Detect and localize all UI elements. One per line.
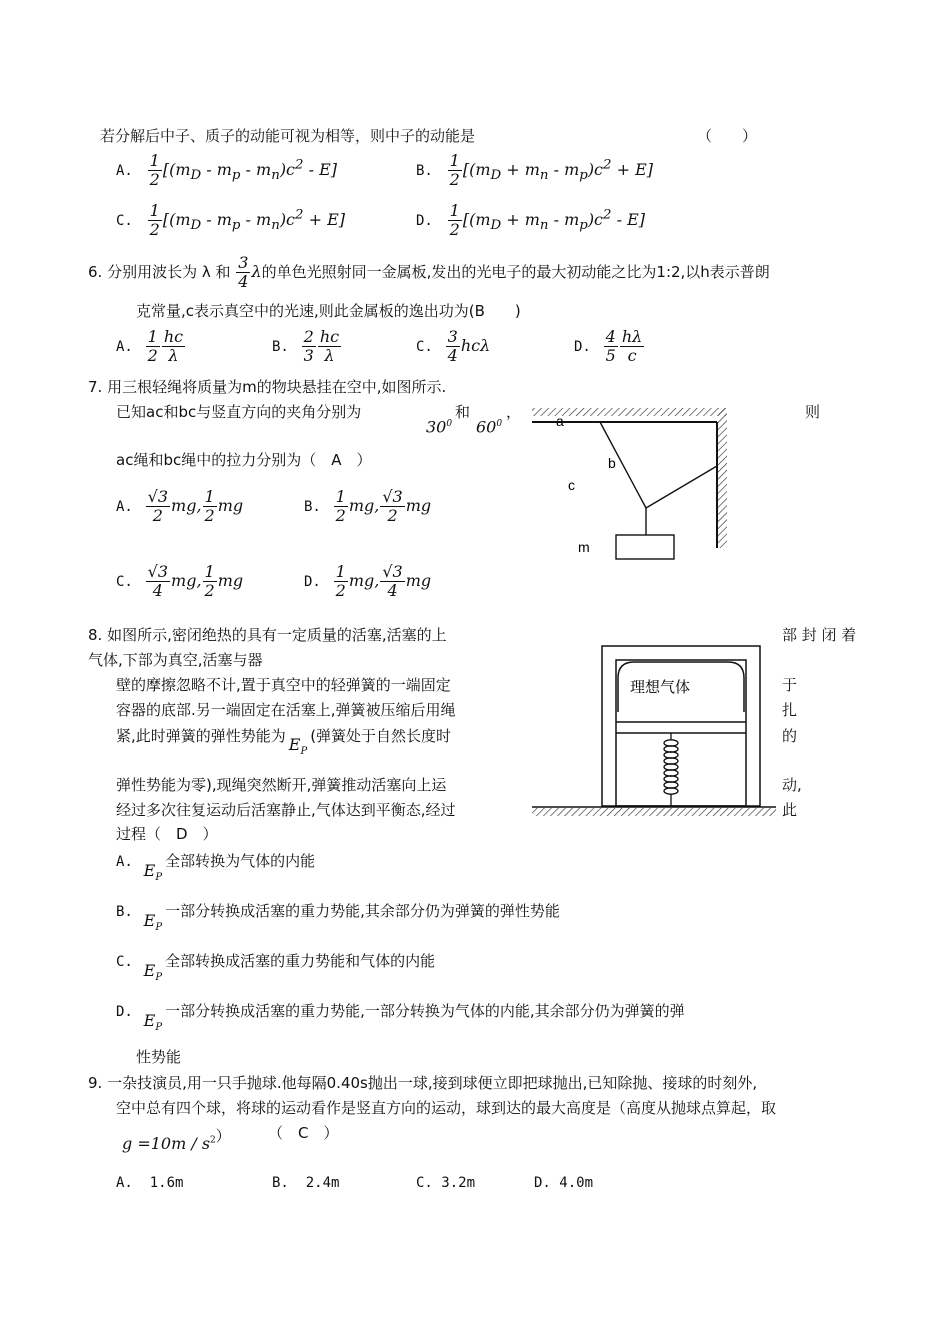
- q8-option-a: A. $E_P$全部转换为气体的内能: [116, 852, 316, 884]
- option-label: C.: [116, 213, 133, 229]
- q8-line3-right: 于: [782, 676, 798, 694]
- ground-hatch: [532, 808, 776, 816]
- q8-line7: 经过多次往复运动后活塞静止,气体达到平衡态,经过: [116, 801, 456, 819]
- q6-option-a: A. $\frac{1}{2}$ $\frac{hc}{\lambda}$: [116, 327, 184, 365]
- q6-option-b: B. $\frac{2}{3}$ $\frac{hc}{\lambda}$: [272, 327, 340, 365]
- q9-option-a: A. 1.6m: [116, 1175, 184, 1191]
- q9-option-d: D. 4.0m: [534, 1175, 594, 1191]
- q8-line5-right: 的: [782, 727, 798, 745]
- option-label: B.: [416, 163, 433, 179]
- rope-ac: [600, 422, 646, 508]
- question-number: 8.: [88, 626, 103, 644]
- q9-line3: $g =10m / s^2$）: [122, 1127, 231, 1154]
- container-outer: [602, 646, 760, 806]
- label-c: c: [568, 477, 575, 493]
- question-number: 7.: [88, 378, 103, 396]
- q7-option-c: C. $\frac{√3}{4}$ mg, $\frac{1}{2}$ mg: [116, 562, 244, 600]
- q7-line2: 已知ac和bc与竖直方向的夹角分别为: [116, 403, 362, 421]
- q7-line1: 7. 用三根轻绳将质量为m的物块悬挂在空中,如图所示.: [88, 378, 447, 396]
- question-number: 6.: [88, 263, 103, 281]
- q5-option-a: A. $\frac{1}{2}$ $[(m_D - m_p - m_n)c^2 - E]$: [116, 151, 337, 189]
- q8-option-c: C. $E_P$全部转换成活塞的重力势能和气体的内能: [116, 952, 436, 984]
- q7-option-a: A. $\frac{√3}{2}$ mg, $\frac{1}{2}$ mg: [116, 487, 244, 525]
- q5-answer-paren: （ ）: [697, 127, 758, 145]
- q9-line1: 9. 一杂技演员,用一只手抛球.他每隔0.40s抛出一球,接到球便立即把球抛出,已知除抛、接球的时刻外,: [88, 1074, 758, 1092]
- q8-line1: 8. 如图所示,密闭绝热的具有一定质量的活塞,活塞的上: [88, 626, 447, 644]
- q7-angle1: $30^0$: [426, 417, 453, 437]
- q7-comma: ，: [506, 403, 522, 421]
- mass-block: [616, 535, 674, 559]
- q7-option-d: D. $\frac{1}{2}$ mg, $\frac{√3}{4}$ mg: [304, 562, 432, 600]
- option-label: A.: [116, 163, 133, 179]
- q9-option-b: B. 2.4m: [272, 1175, 340, 1191]
- q9-option-c: C. 3.2m: [416, 1175, 476, 1191]
- q6-line1: 6. 分别用波长为 λ 和 $\frac{3}{4}$ λ的单色光照射同一金属板,发出的光电子的最大初动能之比为1:2,以h表示普朗: [88, 253, 770, 291]
- q8-line6-right: 动,: [782, 776, 802, 794]
- q5-option-c: C. $\frac{1}{2}$ $[(m_D - m_p - m_n)c^2 + E]$: [116, 201, 345, 239]
- q9-line2: 空中总有四个球，将球的运动看作是竖直方向的运动，球到达的最大高度是（高度从抛球点算起，取: [116, 1099, 777, 1117]
- gas-label: 理想气体: [630, 679, 691, 696]
- q8-line5: 紧,此时弹簧的弹性势能为 $E_P$(弹簧处于自然长度时: [116, 727, 452, 758]
- q5-a-expr: $[(m_D - m_p - m_n)c^2 - E]$: [162, 157, 337, 184]
- q9-answer: （ C ）: [268, 1124, 339, 1142]
- q8-line6: 弹性势能为零),现绳突然断开,弹簧推动活塞向上运: [116, 776, 447, 794]
- q8-line7-right: 此: [782, 801, 798, 819]
- q8-option-b: B. $E_P$一部分转换成活塞的重力势能,其余部分仍为弹簧的弹性势能: [116, 902, 560, 934]
- q5-stem: 若分解后中子、质子的动能可视为相等，则中子的动能是: [100, 127, 476, 145]
- q7-rope-figure: [528, 400, 738, 570]
- q5-c-expr: $[(m_D - m_p - m_n)c^2 + E]$: [162, 207, 345, 234]
- q8-line2: 气体,下部为真空,活塞与器: [88, 651, 263, 669]
- q7-then: 则: [805, 403, 821, 421]
- q8-tail: 性势能: [136, 1048, 182, 1066]
- wall-hatch: [718, 408, 727, 548]
- q8-line3: 壁的摩擦忽略不计,置于真空中的轻弹簧的一端固定: [116, 676, 451, 694]
- q5-b-expr: $[(m_D + m_n - m_p)c^2 + E]$: [462, 157, 653, 184]
- q7-option-b: B. $\frac{1}{2}$ mg, $\frac{√3}{2}$ mg: [304, 487, 432, 525]
- question-number: 9.: [88, 1074, 103, 1092]
- spring: [664, 733, 678, 806]
- q6-option-d: D. $\frac{4}{5}$ $\frac{h\lambda}{c}$: [574, 327, 643, 365]
- q7-and: 和: [455, 403, 471, 421]
- q8-container-figure: [528, 640, 780, 825]
- q5-option-b: B. $\frac{1}{2}$ $[(m_D + m_n - m_p)c^2 + E]$: [416, 151, 653, 189]
- q7-angle2: $60^0$: [476, 417, 503, 437]
- q6-line2: 克常量,c表示真空中的光速,则此金属板的逸出功为(B ): [136, 302, 521, 320]
- rope-bc: [646, 466, 717, 508]
- label-b: b: [608, 455, 616, 471]
- label-a: a: [556, 413, 564, 429]
- q5-d-expr: $[(m_D + m_n - m_p)c^2 - E]$: [462, 207, 645, 234]
- q8-line1-right: 部 封 闭 着: [782, 626, 857, 644]
- q5-option-d: D. $\frac{1}{2}$ $[(m_D + m_n - m_p)c^2 - E]$: [416, 201, 645, 239]
- q8-line4: 容器的底部.另一端固定在活塞上,弹簧被压缩后用绳: [116, 701, 456, 719]
- q7-line3: ac绳和bc绳中的拉力分别为（ A ）: [116, 451, 372, 469]
- option-label: D.: [416, 213, 433, 229]
- label-m: m: [578, 539, 590, 555]
- q8-option-d: D. $E_P$一部分转换成活塞的重力势能,一部分转换为气体的内能,其余部分仍为弹簧的弹: [116, 1002, 685, 1034]
- q8-line8: 过程（ D ）: [116, 825, 218, 843]
- q6-option-c: C. $\frac{3}{4}$ hcλ: [416, 327, 491, 365]
- q8-line4-right: 扎: [782, 701, 798, 719]
